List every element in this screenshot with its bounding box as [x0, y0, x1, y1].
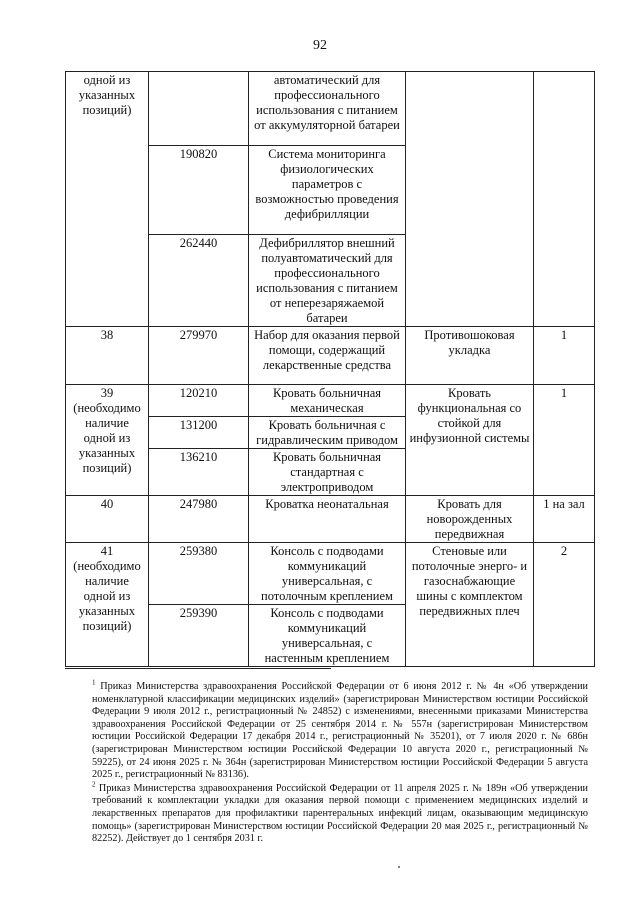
footnote-text: Приказ Министерства здравоохранения Российской Федерации от 11 апреля 2025 г. № 189н «Об утверждении требований к комплектации укладки для оказания первой помощи с применением медицинских изделий и лекарственных препаратов для профилактики парентеральных инфекций лицам, оказывающим медицинскую помощь» (зарегистрирован Министерством юстиции Российской Федерации 20 мая 2025 г., регистрационный № 82252). Действует до 1 сентября 2031 г. [92, 782, 588, 845]
row-number-cell: 41 (необходимо наличие одной из указанных позиций) [66, 543, 149, 667]
footnote [92, 678, 589, 782]
name-cell: автоматический для профессионального использования с питанием от аккумуляторной батареи [249, 72, 406, 146]
table-row [66, 543, 595, 605]
name-cell: Кровать больничная с гидравлическим приводом [249, 417, 406, 449]
name-cell: Кроватка неонатальная [249, 496, 406, 543]
table-row [66, 327, 595, 385]
equipment-cell: Противошоковая укладка [406, 327, 534, 385]
name-cell: Консоль с подводами коммуникаций универсальная, с потолочным креплением [249, 543, 406, 605]
code-cell: 136210 [149, 449, 249, 496]
name-cell: Консоль с подводами коммуникаций универсальная, с настенным креплением [249, 605, 406, 667]
quantity-cell: 2 [534, 543, 595, 667]
page-number: 92 [313, 38, 327, 53]
quantity-cell: 1 [534, 327, 595, 385]
code-cell: 259380 [149, 543, 249, 605]
name-cell: Кровать больничная механическая [249, 385, 406, 417]
table-row [66, 496, 595, 543]
equipment-cell: Кровать функциональная со стойкой для инфузионной системы [406, 385, 534, 496]
code-cell: 259390 [149, 605, 249, 667]
quantity-cell: 1 [534, 385, 595, 496]
equipment-cell [406, 72, 534, 327]
quantity-cell: 1 на зал [534, 496, 595, 543]
code-cell: 279970 [149, 327, 249, 385]
code-cell: 262440 [149, 235, 249, 327]
table-row [66, 72, 595, 146]
table-row [66, 385, 595, 417]
equipment-table [65, 71, 595, 667]
code-cell: 247980 [149, 496, 249, 543]
code-cell: 131200 [149, 417, 249, 449]
row-number-cell: 39 (необходимо наличие одной из указанных позиций) [66, 385, 149, 496]
name-cell: Дефибриллятор внешний полуавтоматический для профессионального использования с питанием от неперезаряжаемой батареи [249, 235, 406, 327]
code-cell [149, 72, 249, 146]
footnote-mark: 1 [92, 678, 96, 687]
footnote [92, 780, 588, 846]
footnote-text: Приказ Министерства здравоохранения Российской Федерации от 6 июня 2012 г. № 4н «Об утверждении номенклатурной классификации медицинских изделий» (зарегистрирован Министерством юстиции Российской Федерации 9 июля 2012 г., регистрационный № 24852) с изменениями, внесенными приказами Министерства здравоохранения Российской Федерации от 25 сентября 2014 г. № 557н (зарегистрирован Министерством юстиции Российской Федерации 17 декабря 2014 г., регистрационный № 35201), от 7 июля 2020 г. № 686н (зарегистрирован Министерством юстиции Российской Федерации 10 августа 2020 г., регистрационный № 59225), от 24 июня 2025 г. № 364н (зарегистрирован Министерством юстиции Российской Федерации 5 августа 2025 г., регистрационный № 83136). [92, 681, 589, 781]
code-cell: 190820 [149, 146, 249, 235]
footnote-mark: 2 [92, 780, 96, 789]
scan-speck [398, 866, 400, 868]
name-cell: Кровать больничная стандартная с электроприводом [249, 449, 406, 496]
name-cell: Набор для оказания первой помощи, содержащий лекарственные средства [249, 327, 406, 385]
row-number-cell: 38 [66, 327, 149, 385]
equipment-cell: Кровать для новорожденных передвижная [406, 496, 534, 543]
footnote-separator [65, 668, 331, 669]
row-number-cell: 40 [66, 496, 149, 543]
name-cell: Система мониторинга физиологических параметров с возможностью проведения дефибрилляции [249, 146, 406, 235]
equipment-cell: Стеновые или потолочные энерго- и газоснабжающие шины с комплектом передвижных плеч [406, 543, 534, 667]
row-number-cell: одной из указанных позиций) [66, 72, 149, 327]
code-cell: 120210 [149, 385, 249, 417]
footnotes [92, 678, 589, 847]
quantity-cell [534, 72, 595, 327]
